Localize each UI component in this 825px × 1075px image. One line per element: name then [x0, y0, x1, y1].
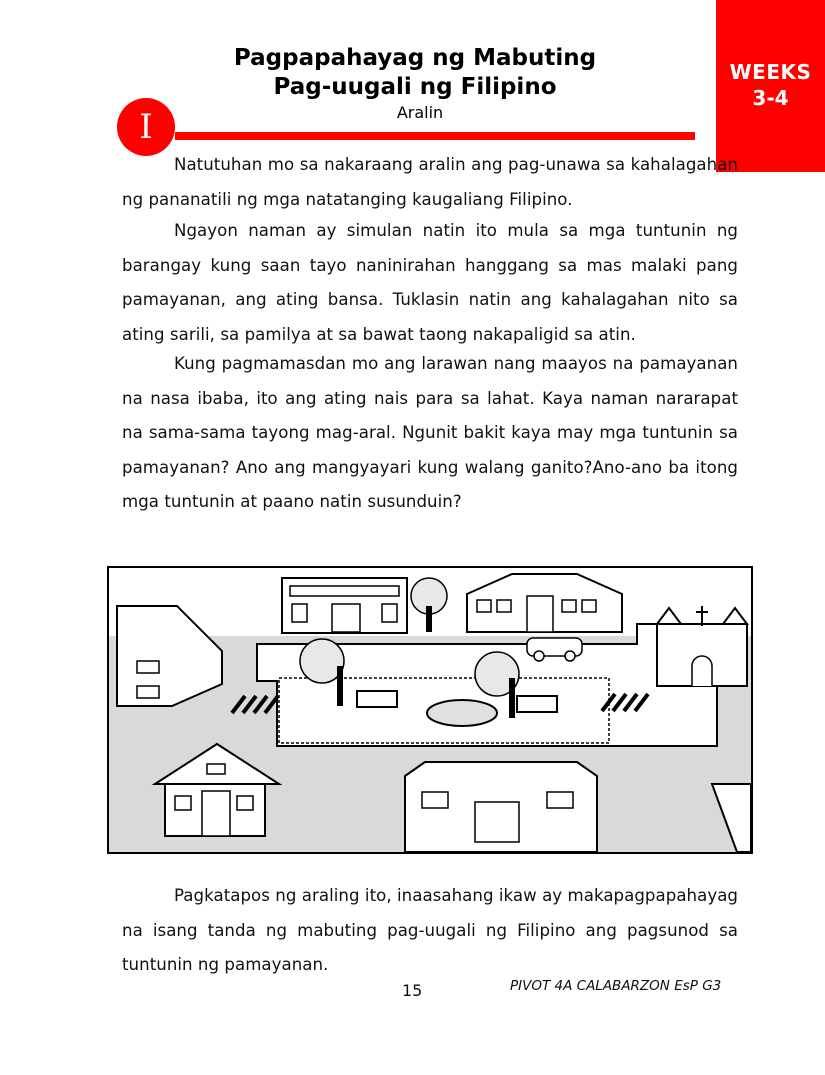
lesson-title-line1: Pagpapahayag ng Mabuting	[233, 45, 597, 71]
weeks-range: 3-4	[752, 86, 789, 110]
paragraph-3: Kung pagmamasdan mo ang larawan nang maayos na pamayanan na nasa ibaba, ito ang ating nais para sa lahat. Kaya naman nararapat na sama-sama tayong mag-aral. Ngunit bakit kaya may mga tuntunin sa pamayanan? Ano ang mangyayari kung walang ganito?Ano-ano ba itong mga tuntunin at paano natin susunduin?	[122, 354, 738, 511]
header-divider	[175, 132, 695, 140]
page-number: 15	[402, 981, 423, 1000]
paragraph-2: Ngayon naman ay simulan natin ito mula sa mga tuntunin ng barangay kung saan tayo naninirahan hanggang sa mas malaki pang pamayanan, ang ating bansa. Tuklasin natin ang kahalagahan nito sa ating sarili, sa pamilya at sa bawat taong nakapaligid sa atin.	[122, 221, 738, 344]
lesson-title-line2: Pag-uugali ng Filipino	[273, 74, 557, 100]
weeks-label: WEEKS	[729, 60, 812, 84]
paragraph-4: Pagkatapos ng araling ito, inaasahang ikaw ay makapagpapahayag na isang tanda ng mabuting pag-uugali ng Filipino ang pagsunod sa tuntunin ng pamayanan.	[122, 886, 738, 974]
weeks-tab	[716, 0, 825, 172]
section-badge: I	[117, 98, 175, 156]
footer-tag: PIVOT 4A CALABARZON EsP G3	[510, 978, 722, 994]
lesson-subtitle: Aralin	[396, 103, 444, 122]
community-illustration	[107, 566, 753, 854]
paragraph-1: Natutuhan mo sa nakaraang aralin ang pag-unawa sa kahalagahan ng pananatili ng mga natatanging kaugaliang Filipino.	[122, 155, 738, 209]
